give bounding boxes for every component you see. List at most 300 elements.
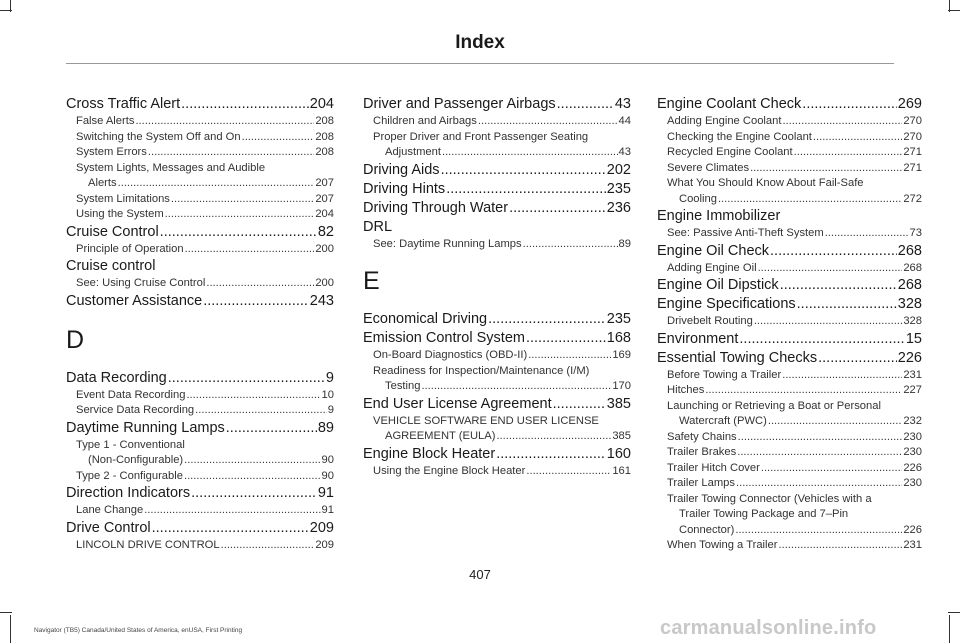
index-entry	[76, 503, 334, 519]
entry-text: Adding Engine Oil	[667, 261, 757, 274]
entry-page-number: 236	[606, 199, 631, 216]
dot-leader	[705, 383, 902, 399]
entry-text: Proper Driver and Front Passenger Seating	[373, 130, 589, 143]
index-entry	[657, 330, 922, 349]
index-entry	[667, 461, 922, 477]
dot-leader	[735, 523, 902, 539]
entry-text: Daytime Running Lamps	[66, 419, 225, 436]
index-entry	[657, 242, 922, 261]
dot-leader	[203, 292, 309, 311]
entry-page-number: 208	[315, 115, 334, 127]
dot-leader	[739, 330, 904, 349]
index-entry	[363, 161, 631, 180]
dot-leader	[718, 192, 902, 208]
index-entry	[76, 145, 334, 161]
entry-text: Customer Assistance	[66, 292, 203, 309]
sub-entry	[66, 538, 334, 554]
entry-text: Emission Control System	[363, 330, 525, 346]
index-entry	[667, 445, 922, 461]
sub-entry	[657, 145, 922, 161]
index-entry	[363, 429, 631, 445]
dot-leader	[496, 429, 611, 445]
sub-entry	[657, 538, 922, 554]
index-entry	[667, 114, 922, 130]
entry-page-number: 328	[903, 315, 922, 327]
entry-page-number: 208	[315, 130, 334, 143]
page-number: 407	[469, 567, 491, 582]
crop-mark	[0, 612, 12, 613]
sub-entry	[363, 464, 631, 480]
index-entry	[667, 383, 922, 399]
index-entry	[76, 207, 334, 223]
crop-mark	[948, 612, 960, 613]
entry-page-number: 209	[315, 538, 334, 551]
entry-text: See: Daytime Running Lamps	[373, 237, 522, 250]
entry-page-number: 207	[315, 177, 334, 189]
main-entry	[657, 276, 922, 295]
entry-page-number: 89	[618, 237, 631, 250]
sub-entry	[66, 114, 334, 130]
index-entry	[76, 276, 334, 292]
crop-mark	[0, 10, 12, 11]
entry-page-number: 204	[315, 208, 334, 220]
index-entry	[66, 419, 334, 438]
index-entry	[66, 292, 334, 311]
entry-page-number: 82	[317, 223, 334, 240]
entry-text: Drivebelt Routing	[667, 315, 753, 327]
entry-page-number: 170	[612, 380, 631, 392]
index-column-1	[66, 95, 334, 553]
entry-text: Principle of Operation	[76, 242, 184, 255]
dot-leader	[770, 242, 897, 261]
entry-text: System Limitations	[76, 192, 170, 205]
main-entry	[66, 292, 334, 311]
entry-text: Severe Climates	[667, 161, 750, 174]
dot-leader	[553, 395, 606, 414]
entry-page-number: 270	[903, 130, 922, 143]
entry-text: Children and Airbags	[373, 115, 477, 127]
sub-entry	[657, 226, 922, 242]
entry-page-number: 90	[321, 469, 334, 482]
entry-text: Recycled Engine Coolant	[667, 146, 793, 158]
dot-leader	[782, 368, 902, 384]
entry-text: Engine Coolant Check	[657, 96, 802, 112]
entry-page-number: 268	[897, 277, 922, 293]
sub-entry	[66, 161, 334, 192]
sub-entry	[66, 503, 334, 519]
index-entry	[76, 114, 334, 130]
sub-entry	[363, 130, 631, 161]
sub-entry	[657, 114, 922, 130]
main-entry: DRL	[363, 218, 393, 235]
entry-page-number: 73	[909, 227, 922, 239]
dot-leader	[768, 414, 902, 430]
entry-text: Using the System	[76, 208, 164, 220]
index-entry	[363, 445, 631, 464]
entry-page-number: 207	[315, 192, 334, 205]
entry-text: Engine Oil Dipstick	[657, 277, 779, 293]
sub-entry	[363, 348, 631, 364]
entry-text: Trailer Lamps	[667, 477, 735, 489]
index-entry	[667, 368, 922, 384]
main-entry: Cruise control	[66, 258, 156, 274]
entry-text: Launching or Retrieving a Boat or Personal	[667, 399, 881, 412]
dot-leader	[442, 145, 618, 161]
dot-leader	[160, 223, 317, 242]
sub-entry	[363, 414, 631, 445]
index-entry	[667, 261, 922, 277]
entry-page-number: 272	[903, 192, 922, 205]
entry-page-number: 91	[317, 485, 334, 501]
index-entry	[66, 519, 334, 538]
entry-text: Lane Change	[76, 504, 144, 516]
entry-page-number: 268	[897, 242, 922, 259]
entry-text: Trailer Towing Package and 7–Pin	[679, 508, 849, 520]
sub-entry	[657, 314, 922, 330]
entry-page-number: 44	[618, 115, 631, 127]
edition-footer: Navigator (TB5) Canada/United States of America, enUSA, First Printing	[34, 627, 243, 634]
entry-page-number: 200	[315, 242, 334, 255]
dot-leader	[523, 237, 618, 253]
main-entry	[657, 349, 922, 368]
entry-page-number: 226	[903, 461, 922, 474]
main-entry	[657, 95, 922, 114]
entry-text: Essential Towing Checks	[657, 349, 818, 366]
sub-entry	[657, 383, 922, 399]
entry-page-number: 268	[903, 261, 922, 274]
entry-text: Type 1 - Conventional	[76, 438, 185, 451]
entry-text: Trailer Brakes	[667, 446, 737, 458]
index-entry	[363, 329, 631, 348]
index-column-2	[363, 95, 631, 479]
entry-text: System Lights, Messages and Audible	[76, 161, 266, 174]
entry-text: Safety Chains	[667, 430, 737, 443]
entry-text: See: Using Cruise Control	[76, 277, 206, 289]
entry-text: Engine Oil Check	[657, 242, 770, 259]
entry-text: Environment	[657, 330, 739, 347]
index-entry	[667, 476, 922, 492]
entry-page-number: 271	[903, 161, 922, 174]
dot-leader	[226, 419, 317, 438]
dot-leader	[797, 295, 897, 314]
entry-page-number: 226	[903, 523, 922, 536]
dot-leader	[488, 310, 606, 329]
entry-text: Driving Through Water	[363, 199, 509, 216]
entry-text: Trailer Hitch Cover	[667, 461, 760, 474]
section-letter: D	[66, 325, 85, 354]
entry-page-number: 161	[612, 464, 631, 477]
index-entry	[667, 314, 922, 330]
index-entry	[363, 310, 631, 329]
main-entry	[66, 369, 334, 388]
dot-leader	[780, 276, 897, 295]
dot-leader	[152, 519, 309, 538]
sub-entry	[657, 161, 922, 177]
sub-entry	[363, 114, 631, 130]
entry-page-number: 328	[897, 296, 922, 312]
index-entry	[363, 199, 631, 218]
dot-leader	[184, 469, 321, 485]
entry-page-number: 200	[315, 277, 334, 289]
sub-entry	[66, 207, 334, 223]
sub-entry	[657, 368, 922, 384]
main-entry	[66, 223, 334, 242]
entry-page-number: 385	[606, 395, 631, 412]
dot-leader	[242, 130, 315, 146]
index-entry	[373, 114, 631, 130]
sub-entry	[66, 388, 334, 404]
dot-leader	[421, 379, 611, 395]
dot-leader	[526, 464, 611, 480]
index-entry	[657, 192, 922, 208]
entry-page-number: 232	[903, 415, 922, 427]
index-entry	[76, 538, 334, 554]
main-entry	[363, 95, 631, 114]
sub-entry	[363, 364, 631, 395]
index-entry	[657, 414, 922, 430]
entry-page-number: 43	[618, 146, 631, 158]
index-entry	[667, 130, 922, 146]
main-entry	[363, 180, 631, 199]
index-entry	[363, 145, 631, 161]
watermark: carmanualsonline.info	[660, 617, 877, 639]
index-entry	[657, 349, 922, 368]
sub-entry	[657, 445, 922, 461]
section-letter: E	[363, 267, 380, 295]
entry-text: See: Passive Anti-Theft System	[667, 227, 824, 239]
index-entry	[76, 130, 334, 146]
dot-leader	[758, 261, 903, 277]
entry-text: Driver and Passenger Airbags	[363, 96, 556, 112]
dot-leader	[184, 453, 320, 469]
dot-leader	[738, 430, 903, 446]
entry-page-number: 227	[903, 384, 922, 396]
entry-text: Event Data Recording	[76, 388, 186, 401]
crop-mark	[10, 615, 11, 643]
entry-page-number: 269	[897, 96, 922, 112]
entry-text: Type 2 - Configurable	[76, 469, 183, 482]
entry-page-number: 160	[606, 445, 631, 462]
dot-leader	[557, 95, 614, 114]
dot-leader	[496, 445, 606, 464]
dot-leader	[181, 95, 309, 114]
entry-text: Engine Block Heater	[363, 445, 496, 462]
entry-text: On-Board Diagnostics (OBD-II)	[373, 349, 528, 361]
dot-leader	[195, 403, 327, 419]
entry-page-number: 231	[903, 368, 922, 381]
index-entry	[66, 95, 334, 114]
dot-leader	[185, 242, 315, 258]
entry-page-number: 168	[606, 330, 631, 346]
entry-text: Adding Engine Coolant	[667, 115, 782, 127]
index-entry	[373, 237, 631, 253]
index-entry	[667, 161, 922, 177]
entry-text: Switching the System Off and On	[76, 130, 241, 143]
index-entry	[76, 242, 334, 258]
main-entry	[363, 161, 631, 180]
main-entry	[363, 395, 631, 414]
index-entry	[76, 192, 334, 208]
entry-page-number: 10	[321, 388, 334, 401]
entry-text: Watercraft (PWC)	[679, 415, 767, 427]
entry-text: Driving Hints	[363, 180, 446, 197]
entry-page-number: 235	[606, 180, 631, 197]
dot-leader	[446, 180, 606, 199]
entry-text: Cruise Control	[66, 223, 159, 240]
index-entry	[66, 453, 334, 469]
entry-page-number: 271	[903, 146, 922, 158]
sub-entry	[363, 237, 631, 253]
entry-text: Readiness for Inspection/Maintenance (I/M)	[373, 364, 590, 377]
main-entry	[66, 419, 334, 438]
index-entry	[667, 226, 922, 242]
index-entry	[667, 538, 922, 554]
sub-entry	[657, 176, 922, 207]
dot-leader	[144, 503, 320, 519]
index-entry	[363, 95, 631, 114]
index-entry	[76, 403, 334, 419]
dot-leader	[737, 445, 902, 461]
sub-entry	[66, 130, 334, 146]
entry-text: Adjustment	[385, 146, 441, 158]
index-entry	[66, 484, 334, 503]
entry-page-number: 89	[317, 419, 334, 436]
entry-text: Data Recording	[66, 369, 167, 386]
main-entry	[363, 445, 631, 464]
dot-leader	[186, 388, 320, 404]
entry-text: Alerts	[88, 177, 117, 189]
entry-page-number: 15	[905, 330, 922, 347]
main-entry	[66, 95, 334, 114]
entry-page-number: 243	[309, 292, 334, 309]
entry-page-number: 230	[903, 477, 922, 489]
entry-page-number: 9	[325, 369, 334, 386]
dot-leader	[165, 207, 315, 223]
entry-page-number: 169	[612, 349, 631, 361]
dot-leader	[441, 161, 606, 180]
entry-text: Cooling	[679, 192, 717, 205]
index-entry	[66, 369, 334, 388]
entry-text: Drive Control	[66, 519, 151, 536]
sub-entry	[657, 399, 922, 430]
entry-page-number: 270	[903, 115, 922, 127]
index-column-3	[657, 95, 922, 554]
main-entry	[66, 484, 334, 503]
entry-page-number: 9	[327, 404, 334, 416]
sub-entry	[657, 461, 922, 477]
sub-entry	[657, 130, 922, 146]
crop-mark	[949, 615, 950, 643]
dot-leader	[794, 145, 903, 161]
index-entry	[657, 95, 922, 114]
sub-entry	[66, 242, 334, 258]
entry-text: Engine Specifications	[657, 296, 796, 312]
dot-leader	[750, 161, 902, 177]
crop-mark	[948, 10, 960, 11]
index-entry	[363, 180, 631, 199]
entry-page-number: 43	[614, 96, 631, 112]
entry-page-number: 202	[606, 161, 631, 178]
entry-page-number: 231	[903, 539, 922, 551]
dot-leader	[509, 199, 606, 218]
entry-text: Connector)	[679, 523, 735, 536]
dot-leader	[818, 349, 897, 368]
entry-text: AGREEMENT (EULA)	[385, 430, 496, 442]
sub-entry	[657, 476, 922, 492]
dot-leader	[802, 95, 897, 114]
index-entry	[657, 276, 922, 295]
index-entry	[373, 464, 631, 480]
entry-text: Trailer Towing Connector (Vehicles with a	[667, 492, 872, 505]
main-entry	[66, 519, 334, 538]
sub-entry	[657, 430, 922, 446]
entry-page-number: 204	[309, 96, 334, 112]
sub-entry	[66, 276, 334, 292]
dot-leader	[118, 176, 315, 192]
entry-text: Direction Indicators	[66, 485, 191, 501]
index-entry	[66, 223, 334, 242]
sub-entry	[66, 469, 334, 485]
sub-entry	[66, 145, 334, 161]
index-entry	[363, 395, 631, 414]
index-entry	[363, 379, 631, 395]
dot-leader	[148, 145, 314, 161]
entry-text: System Errors	[76, 146, 147, 158]
dot-leader	[526, 329, 606, 348]
main-entry	[363, 199, 631, 218]
dot-leader	[171, 192, 314, 208]
entry-text: Driving Aids	[363, 161, 440, 178]
index-entry	[66, 176, 334, 192]
entry-text: End User License Agreement	[363, 395, 552, 412]
entry-text: Checking the Engine Coolant	[667, 130, 812, 143]
sub-entry	[66, 438, 334, 469]
dot-leader	[206, 276, 314, 292]
main-entry: Engine Immobilizer	[657, 208, 781, 224]
entry-text: False Alerts	[76, 115, 135, 127]
entry-text: Before Towing a Trailer	[667, 368, 782, 381]
main-entry	[657, 330, 922, 349]
main-entry	[363, 310, 631, 329]
entry-text: (Non-Configurable)	[88, 454, 184, 466]
entry-text: Cross Traffic Alert	[66, 96, 181, 112]
dot-leader	[168, 369, 325, 388]
entry-page-number: 230	[903, 430, 922, 443]
index-entry	[657, 523, 922, 539]
page-title: Index	[455, 32, 505, 53]
dot-leader	[761, 461, 902, 477]
sub-entry	[657, 261, 922, 277]
entry-page-number: 235	[606, 311, 631, 327]
dot-leader	[754, 314, 903, 330]
entry-page-number: 226	[897, 349, 922, 366]
entry-text: Testing	[385, 380, 421, 392]
main-entry	[363, 329, 631, 348]
sub-entry	[66, 403, 334, 419]
index-entry	[657, 295, 922, 314]
dot-leader	[825, 226, 909, 242]
entry-page-number: 230	[903, 446, 922, 458]
entry-page-number: 385	[612, 430, 631, 442]
dot-leader	[191, 484, 317, 503]
entry-page-number: 91	[321, 504, 334, 516]
entry-text: When Towing a Trailer	[667, 539, 778, 551]
entry-text: Using the Engine Block Heater	[373, 464, 526, 477]
dot-leader	[736, 476, 902, 492]
entry-text: Service Data Recording	[76, 404, 195, 416]
dot-leader	[778, 538, 902, 554]
entry-page-number: 208	[315, 146, 334, 158]
